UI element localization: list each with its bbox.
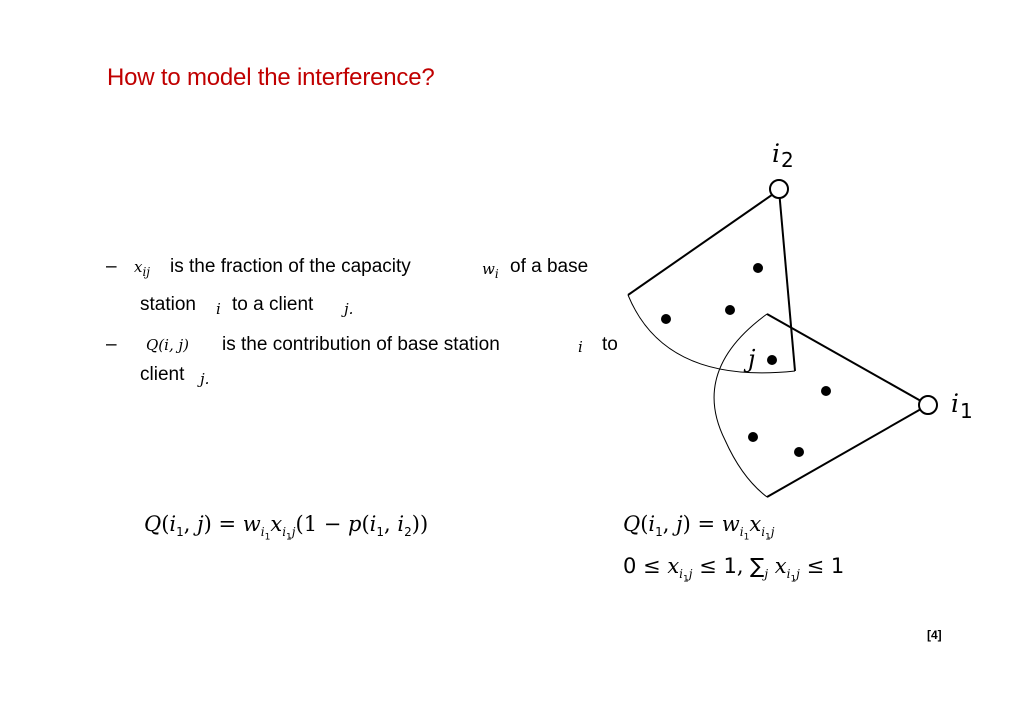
bullet-2-text-a: is the contribution of base station xyxy=(222,334,500,355)
var-i: i xyxy=(216,300,221,318)
var-i: i xyxy=(578,338,583,356)
sector-i2-edge-left xyxy=(628,190,779,295)
client-dot-j xyxy=(767,355,777,365)
bullet-2-text-b: to xyxy=(602,334,618,355)
bullet-2-text-c: client xyxy=(140,364,185,385)
var-q-ij: Q(i, j) xyxy=(146,336,189,354)
bullet-dash: – xyxy=(106,334,117,355)
bullet-1-text-b: of a base xyxy=(510,256,589,277)
equation-interference: $Q(i_1$, $j) = w_{i_1}x_{i_1j}(1 - p(i_1$, $i_2$)) xyxy=(144,512,429,543)
sector-i1-edge-top xyxy=(767,314,928,405)
sector-i1-arc xyxy=(714,314,767,497)
slide-title: How to model the interference? xyxy=(107,64,435,91)
client-dot xyxy=(794,447,804,457)
label-j: j xyxy=(748,345,756,373)
bullet-1-text-c: station xyxy=(140,294,196,315)
client-dot xyxy=(748,432,758,442)
label-i1: $i_1$ xyxy=(951,389,973,423)
equation-constraints: $0 \le x_{i_1j} \le 1$, $\sum_j$ $x_{i_1j} \le 1$ xyxy=(623,554,845,585)
client-dot xyxy=(725,305,735,315)
equation-contribution: $Q(i_1$, $j) = w_{i_1}x_{i_1j}$ xyxy=(623,512,775,543)
client-dot xyxy=(661,314,671,324)
base-station-i1 xyxy=(919,396,937,414)
bullet-1-text-a: is the fraction of the capacity xyxy=(170,256,411,277)
var-x-ij: $x_{ij}$ xyxy=(134,258,151,279)
reference-marker: [4] xyxy=(927,628,942,642)
client-dot xyxy=(821,386,831,396)
label-i2: $i_2$ xyxy=(772,139,794,172)
sector-i1-edge-bottom xyxy=(767,405,928,497)
client-dot xyxy=(753,263,763,273)
var-w-i: $w_i$ xyxy=(482,260,499,281)
var-j: j. xyxy=(200,370,210,388)
bullet-1-text-d: to a client xyxy=(232,294,314,315)
sector-i2-edge-right xyxy=(779,190,795,371)
base-station-i2 xyxy=(770,180,788,198)
var-j: j. xyxy=(344,300,354,318)
bullet-dash: – xyxy=(106,256,117,277)
